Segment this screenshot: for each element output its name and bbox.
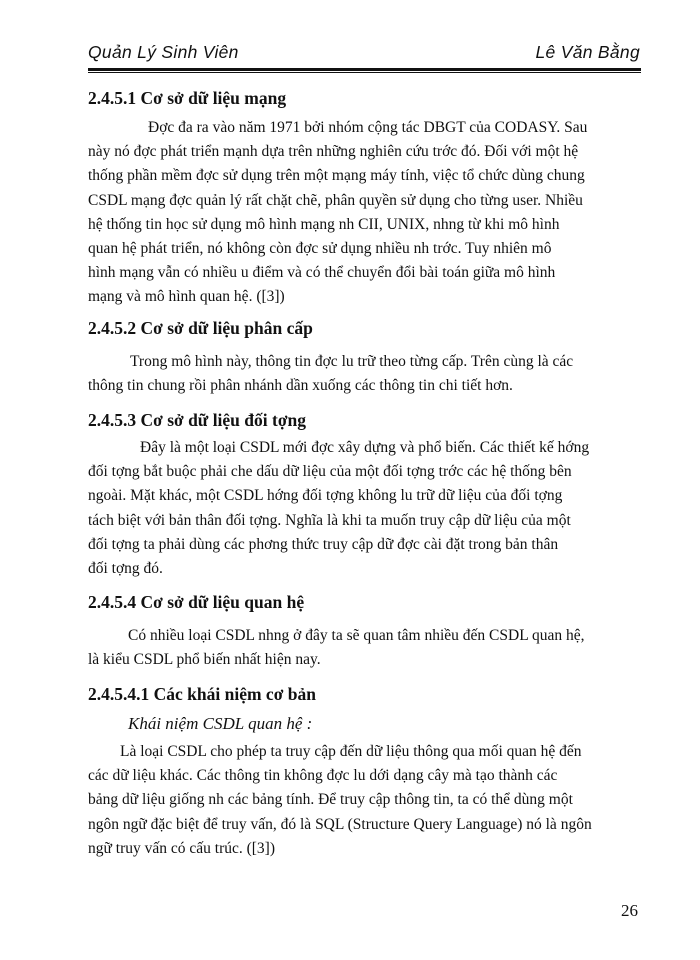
header-rule-thick bbox=[88, 68, 641, 71]
text-line: ngôn ngữ đặc biệt để truy vấn, đó là SQL (Structure Query Language) nó là ngôn bbox=[88, 815, 592, 833]
text-line: ngoài. Mặt khác, một CSDL hớng đối tợng không lu trữ dữ liệu của đối tợng bbox=[88, 487, 563, 505]
paragraph-object-db bbox=[88, 436, 641, 581]
section-heading bbox=[88, 684, 641, 705]
text-line: thông tin chung rồi phân nhánh dần xuống các thông tin chi tiết hơn. bbox=[88, 377, 513, 395]
section-heading bbox=[88, 88, 641, 109]
text-line: Đợc đa ra vào năm 1971 bởi nhóm cộng tác DBGT của CODASY. Sau bbox=[148, 119, 588, 136]
section-heading bbox=[88, 318, 641, 339]
page-number: 26 bbox=[621, 901, 638, 920]
paragraph-network-db bbox=[88, 116, 641, 310]
text-line: quan hệ phát triển, nó không còn đợc sử dụng nhiều nh trớc. Tuy nhiên mô bbox=[88, 240, 552, 258]
page-header bbox=[88, 40, 640, 70]
text-line: Trong mô hình này, thông tin đợc lu trữ theo từng cấp. Trên cùng là các bbox=[130, 353, 574, 370]
text-line: đối tợng đó. bbox=[88, 560, 163, 578]
text-line: bảng dữ liệu giống nh các bảng tính. Để truy cập thông tin, ta có thể dùng một bbox=[88, 791, 573, 809]
paragraph-relational-concept bbox=[88, 740, 641, 861]
paragraph-hierarchical-db bbox=[88, 350, 641, 398]
text-line: mạng và mô hình quan hệ. ([3]) bbox=[88, 288, 285, 306]
text-line: đối tợng bắt buộc phải che dấu dữ liệu của một đối tợng trớc các hệ thống bên bbox=[88, 463, 572, 481]
text-line: ngữ truy vấn có cấu trúc. ([3]) bbox=[88, 839, 276, 857]
header-author: Lê Văn Bằng bbox=[535, 42, 640, 62]
subsection-heading bbox=[128, 714, 681, 734]
heading-2-4-5-2: 2.4.5.2 Cơ sở dữ liệu phân cấp bbox=[88, 318, 313, 338]
text-line: này nó đợc phát triển mạnh dựa trên những nghiên cứu trớc đó. Đối với một hệ bbox=[88, 143, 579, 161]
text-line: Có nhiều loại CSDL nhng ở đây ta sẽ quan tâm nhiều đến CSDL quan hệ, bbox=[128, 627, 585, 644]
text-line: thống phần mềm đợc sử dụng trên một mạng máy tính, việc tổ chức dùng chung bbox=[88, 167, 585, 185]
section-heading bbox=[88, 592, 641, 613]
subheading-relational-concept: Khái niệm CSDL quan hệ : bbox=[128, 714, 313, 733]
text-line: là kiểu CSDL phổ biến nhất hiện nay. bbox=[88, 651, 321, 669]
text-line: hình mạng vẫn có nhiều u điểm và có thể chuyển đổi bài toán giữa mô hình bbox=[88, 264, 556, 282]
text-line: CSDL mạng đợc quản lý rất chặt chẽ, phân quyền sử dụng cho từng user. Nhiều bbox=[88, 191, 583, 209]
text-line: hệ thống tin học sử dụng mô hình mạng nh CII, UNIX, nhng từ khi mô hình bbox=[88, 215, 560, 233]
header-title: Quản Lý Sinh Viên bbox=[88, 42, 239, 62]
heading-2-4-5-1: 2.4.5.1 Cơ sở dữ liệu mạng bbox=[88, 88, 287, 108]
paragraph-relational-db bbox=[88, 624, 641, 672]
section-heading bbox=[88, 410, 641, 431]
text-line: Là loại CSDL cho phép ta truy cập đến dữ liệu thông qua mối quan hệ đến bbox=[120, 743, 582, 760]
heading-2-4-5-4: 2.4.5.4 Cơ sở dữ liệu quan hệ bbox=[88, 592, 305, 612]
header-rule-thin bbox=[88, 72, 641, 73]
text-line: các dữ liệu khác. Các thông tin không đợc lu dới dạng cây mà tạo thành các bbox=[88, 767, 558, 785]
text-line: đối tợng ta phải dùng các phơng thức truy cập dữ đợc cài đặt trong bản thân bbox=[88, 535, 559, 553]
heading-2-4-5-3: 2.4.5.3 Cơ sở dữ liệu đối tợng bbox=[88, 410, 307, 430]
heading-2-4-5-4-1: 2.4.5.4.1 Các khái niệm cơ bản bbox=[88, 684, 316, 704]
text-line: Đây là một loại CSDL mới đợc xây dựng và phổ biến. Các thiết kế hớng bbox=[140, 439, 590, 456]
text-line: tách biệt với bản thân đối tợng. Nghĩa là khi ta muốn truy cập dữ liệu của một bbox=[88, 511, 571, 529]
